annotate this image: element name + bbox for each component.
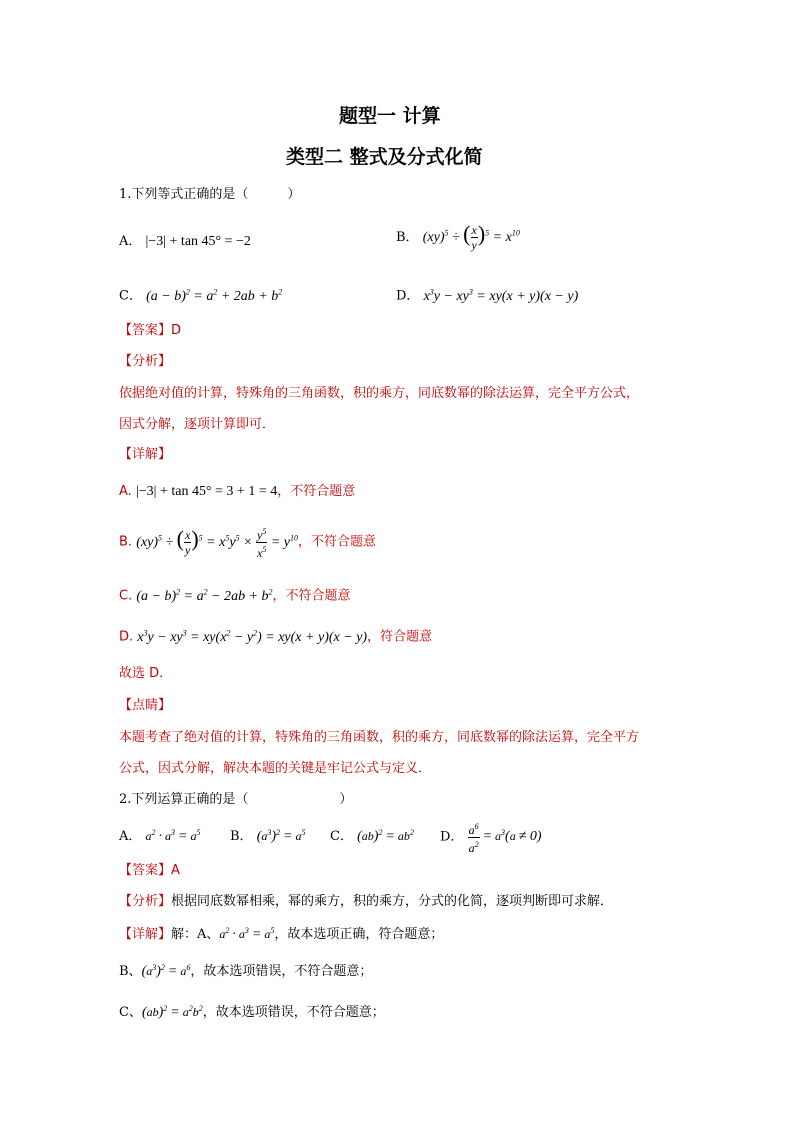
q1-detail-b-tail: ，不符合题意 [298, 534, 377, 550]
q2-option-d [440, 820, 542, 855]
q2-detail-c-label: C、 [119, 1005, 142, 1020]
q1-comment-line2: 公式，因式分解，解决本题的关键是牢记公式与定义． [119, 761, 432, 776]
q1-answer: 【答案】D [119, 323, 182, 338]
q1-detail-b [119, 525, 376, 560]
q1-detail-d-tail: ，符合题意 [367, 629, 433, 645]
q2-option-c [330, 829, 414, 844]
q1-conclusion: 故选 D． [119, 666, 173, 681]
q1-option-a-label: A． [119, 234, 142, 249]
q2-detail-label: 【详解】 [119, 927, 172, 942]
q1-option-c [119, 288, 282, 304]
q2-detail-a-tail: ，故本选项正确，符合题意； [274, 927, 444, 942]
q2-detail-a [119, 927, 443, 942]
q1-detail-d-label: D. [119, 629, 134, 645]
q1-option-a-formula: |−3| + tan 45° = −2 [145, 234, 251, 249]
q1-analysis-label: 【分析】 [119, 354, 172, 369]
q2-option-d-formula: $\frac{a^6}{a^2}$ = $a^3(a \ne 0)$ [468, 822, 542, 855]
q2-analysis-label: 【分析】 [119, 894, 172, 909]
q2-detail-c-tail: ，故本选项错误，不符合题意； [202, 1005, 385, 1020]
q1-detail-b-formula: (xy)$^5$ ÷ ( $\frac{x}{y}$ )$^5 = x^5y^5$ × $\frac{y^5}{x^5}$ = $y^{10}$ [136, 525, 298, 560]
q2-answer: 【答案】A [119, 863, 180, 878]
q2-option-a-formula: $a^2 \cdot a^3 = a^5$ [145, 828, 201, 844]
q2-detail-b-formula: $(a^3)^2 = a^6$ [141, 963, 191, 979]
q2-option-a-label: A． [119, 829, 142, 844]
q1-detail-a [119, 485, 355, 499]
q1-detail-c-label: C. [119, 588, 133, 604]
q1-detail-a-label: A. [119, 484, 132, 499]
q1-detail-c [119, 588, 351, 604]
page-title: 题型一 计算 [339, 105, 441, 127]
q2-analysis [119, 895, 613, 908]
q1-option-b-label: B． [396, 230, 419, 245]
q2-detail-a-formula: $a^2 \cdot a^3 = a^5$ [219, 926, 275, 942]
q1-detail-c-formula: $(a - b)^2 = a^2 - 2ab + b^2$ [136, 587, 273, 604]
q1-comment-label: 【点睛】 [119, 698, 172, 713]
q1-comment-line1: 本题考查了绝对值的计算，特殊角的三角函数，积的乘方，同底数幂的除法运算，完全平方 [119, 730, 640, 745]
q2-option-c-formula: $(ab)^2 = ab^2$ [357, 828, 414, 844]
q2-detail-b [119, 964, 372, 979]
q1-analysis-line2: 因式分解，逐项计算即可． [119, 417, 276, 432]
q1-detail-d [119, 629, 432, 645]
q2-option-b-label: B． [230, 829, 253, 844]
q1-detail-a-tail: ，不符合题意 [277, 484, 356, 499]
q1-option-d-label: D． [396, 288, 420, 304]
q2-option-a [119, 829, 200, 844]
q1-detail-a-formula: |−3| + tan 45° = 3 + 1 = 4 [135, 484, 278, 499]
q2-option-b [230, 829, 306, 844]
page-subtitle: 类型二 整式及分式化简 [286, 146, 483, 168]
q2-stem: 2.下列运算正确的是（ ） [119, 792, 353, 807]
q1-option-c-label: C． [119, 288, 142, 304]
q1-detail-b-label: B. [119, 534, 133, 550]
q1-detail-c-tail: ，不符合题意 [272, 588, 351, 604]
q1-option-a [119, 235, 251, 249]
q1-option-b-formula: (xy)$^5$ ÷ ( $\frac{x}{y}$ )$^5 = x^{10}$ [422, 221, 520, 253]
q2-option-d-label: D． [440, 829, 464, 845]
q1-analysis-line1: 依据绝对值的计算，特殊角的三角函数，积的乘方，同底数幂的除法运算，完全平方公式， [119, 386, 640, 401]
q2-analysis-text: 根据同底数幂相乘，幂的乘方，积的乘方，分式的化简，逐项判断即可求解． [171, 894, 614, 909]
q2-option-b-formula: $(a^3)^2 = a^5$ [256, 828, 306, 844]
q2-option-c-label: C． [330, 829, 353, 844]
q1-option-d-formula: $x^3y - xy^3 = xy(x + y)(x - y)$ [423, 287, 579, 304]
q2-detail-c [119, 1005, 385, 1020]
q2-detail-prefix: 解：A、 [171, 927, 220, 942]
q1-detail-d-formula: $x^3y - xy^3 = xy(x^2 - y^2) = xy(x + y)(x - y)$ [137, 628, 368, 645]
q2-detail-c-formula: $(ab)^2 = a^2b^2$ [141, 1004, 203, 1020]
q1-option-c-formula: $(a - b)^2 = a^2 + 2ab + b^2$ [146, 287, 283, 304]
q1-option-d [396, 288, 578, 304]
q1-stem: 1.下列等式正确的是（ ） [119, 187, 301, 202]
q1-option-b [396, 223, 520, 252]
q1-detail-label: 【详解】 [119, 447, 172, 462]
q2-detail-b-tail: ，故本选项错误，不符合题意； [190, 964, 373, 979]
q2-detail-b-label: B、 [119, 964, 142, 979]
